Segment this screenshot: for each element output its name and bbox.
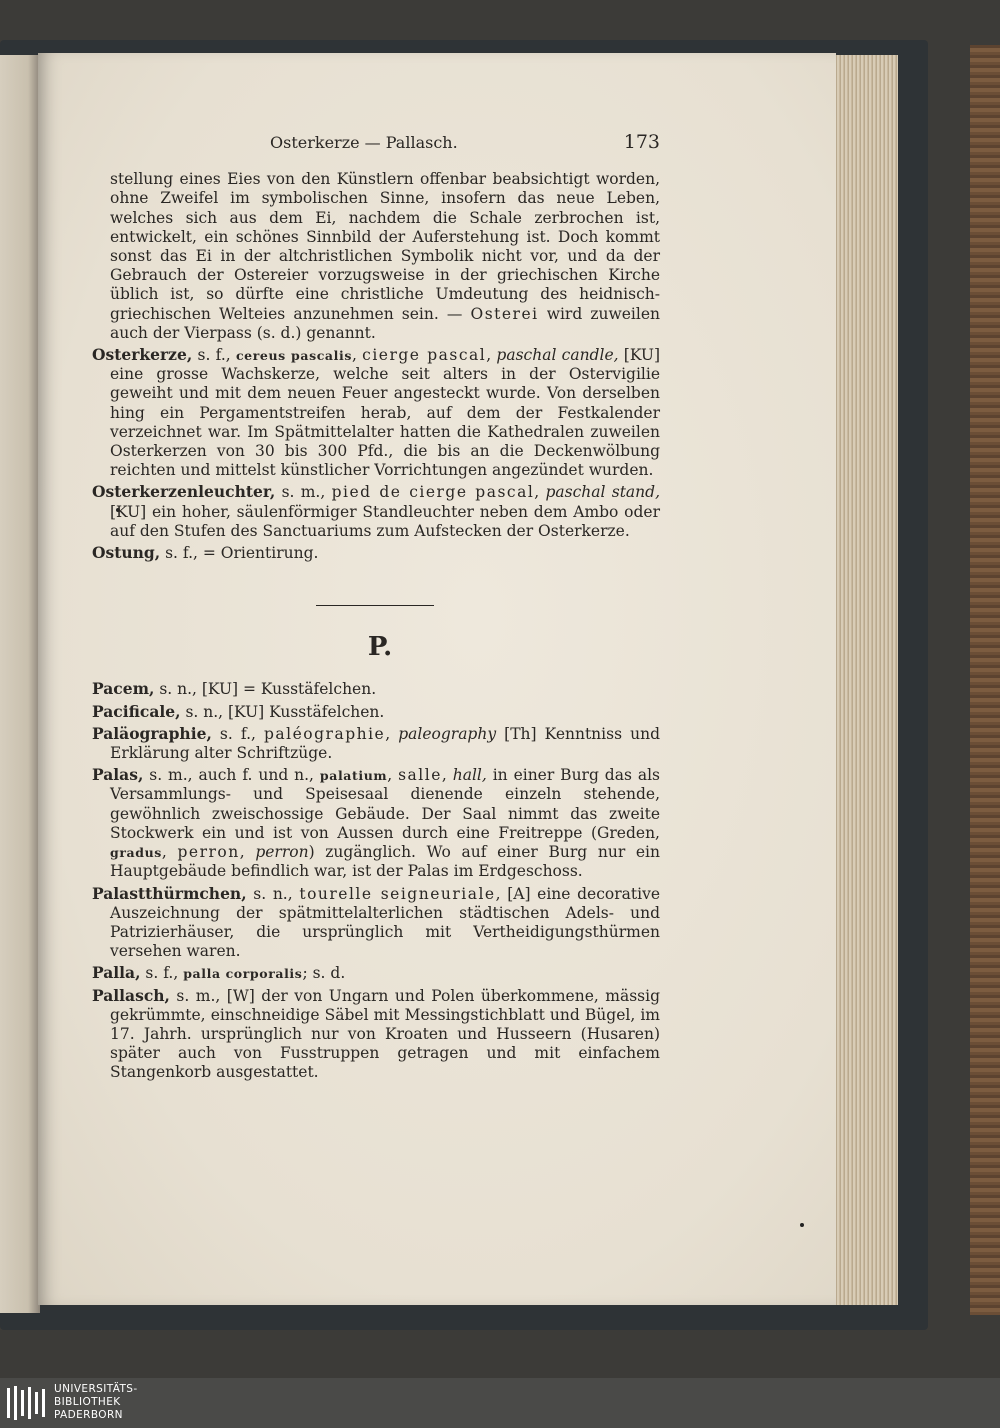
headword: Paläographie, (92, 723, 212, 743)
english-term: hall, (452, 766, 487, 785)
definition: [A] eine decorative Auszeichnung der spätmittelalterlichen städtischen Adels- und Patrizierhäuser, die ursprünglich mit Vertheidigungsthürmen versehen waren. (110, 884, 661, 961)
grammar: s. f., (140, 964, 184, 983)
separator: ; (302, 964, 313, 983)
library-footer (0, 1378, 1000, 1428)
definition: [KU] ein hoher, säulenförmiger Standleuchter neben dem Ambo oder auf den Stufen des Sanctuariums zum Aufstecken der Osterkerze. (110, 502, 660, 540)
separator: , (239, 843, 256, 862)
left-page-edge (0, 55, 40, 1313)
definition: ) zugänglich. Wo auf einer Burg nur ein Hauptgebäude befindlich war, ist der Palas im Erdgeschoss. (110, 843, 660, 881)
entry-osterkerzenleuchter (92, 482, 660, 541)
definition: s. d. (312, 964, 346, 983)
page-number: 173 (623, 131, 660, 153)
page-mark (800, 1223, 804, 1227)
headword: Pacem, (92, 679, 155, 699)
grammar: s. n., (246, 884, 300, 903)
definition: s. n., [KU] = Kusstäfelchen. (154, 680, 377, 699)
separator: , (385, 724, 399, 743)
separator: , (387, 766, 399, 785)
entry-palastthuermchen (92, 884, 660, 962)
library-logo-icon (6, 1384, 46, 1422)
running-header (92, 133, 660, 152)
entry-pacificale (92, 702, 660, 722)
entry-ostung (92, 543, 660, 563)
french-term: salle (398, 766, 442, 785)
intro-text: stellung eines Eies von den Künstlern offenbar beabsichtigt worden, ohne Zweifel im symbolischen Sinne, insofern das neue Leben, welches sich aus dem Ei, nachdem die Schale zerbrochen ist, entwickelt, ein schönes Sinnbild der Auferstehung ist. Doch kommt sonst das Ei in der altchristlichen Symbolik nicht vor, und da der Gebrauch der Ostereier vorzugsweise in der griechischen Kirche üblich ist, so dürfte eine christliche Umdeutung des heidnisch-griechischen Welteies anzunehmen sein. — (110, 170, 660, 323)
separator: , (486, 346, 497, 365)
headword: Palla, (92, 963, 141, 983)
entry-palaeographie (92, 724, 660, 763)
english-term: paleography (398, 724, 497, 743)
latin-term: palla corporalis (183, 966, 303, 982)
grammar: s. m., auch f. und n., (143, 766, 320, 785)
grammar: s. m., (275, 483, 332, 502)
grammar: s. f., (192, 346, 236, 365)
definition: s. f., = Orientirung. (160, 544, 319, 563)
definition: [KU] eine grosse Wachskerze, welche seit alters in der Ostervigilie geweiht und mit dem neuen Feuer angesteckt wurde. Von derselben hing ein Pergamentstreifen herab, auf dem der Festkalender verzeichnet war. Im Spätmittelalter hatten die Kathedralen zuweilen Osterkerzen von 30 bis 300 Pfd., die bis an die Deckenwölbung reichten und mittelst künstlicher Vorrichtungen angezündet wurden. (110, 346, 660, 480)
french-term: perron (177, 843, 240, 862)
section-divider (316, 605, 434, 606)
intro-paragraph (92, 170, 660, 343)
headword: Osterkerze, (92, 345, 193, 365)
definition: s. m., [W] der von Ungarn und Polen überkommene, mässig gekrümmte, einschneidige Säbel mit Messingstichblatt und Bügel, im 17. Jahrh. ursprünglich nur von Kroaten und Husseern (Husaren) später auch von Fusstruppen getragen und mit einfachem Stangenkorb ausgestattet. (110, 986, 660, 1082)
definition: in einer Burg das als Versammlungs- und Speisesaal dienende einzeln stehende, gewöhnlich zweischossige Gebäude. Der Saal nimmt das zweite Stockwerk ein und ist von Aussen durch eine Freitreppe (Greden, (110, 766, 660, 842)
library-name (54, 1383, 138, 1422)
section-letter: P. (367, 632, 393, 663)
entry-palas (92, 765, 660, 881)
entry-pacem (92, 679, 660, 699)
english-term: paschal candle, (496, 346, 619, 365)
latin-term: gradus (110, 845, 162, 861)
intro-spaced-term: Osterei (470, 304, 539, 323)
french-term: cierge pascal (362, 346, 487, 365)
latin-term: palatium (319, 768, 388, 784)
library-name-line2: BIBLIOTHEK (54, 1396, 121, 1408)
headword: Palas, (92, 765, 144, 785)
separator: , (161, 843, 178, 862)
headword: Osterkerzenleuchter, (92, 482, 276, 502)
separator: , (441, 766, 453, 785)
grammar: s. f., (211, 724, 264, 743)
entry-palla (92, 963, 660, 983)
page-edges (828, 55, 898, 1305)
headword: Ostung, (92, 543, 161, 563)
cover-edge (970, 45, 1000, 1315)
french-term: pied de cierge pascal (331, 483, 535, 502)
definition: [Th] Kenntniss und Erklärung alter Schriftzüge. (110, 724, 660, 763)
separator: , (495, 884, 508, 903)
page-content (92, 133, 660, 1085)
definition: s. n., [KU] Kusstäfelchen. (180, 702, 385, 721)
separator: , (351, 346, 363, 365)
headword: Pallasch, (92, 985, 170, 1005)
english-term: paschal stand, (545, 483, 660, 502)
latin-term: cereus pascalis (235, 348, 352, 364)
intro-tail: wird zuweilen auch der Vierpass (s. d.) genannt. (110, 304, 660, 342)
headword: Palastthürmchen, (92, 883, 247, 903)
library-name-line3: PADERBORN (54, 1409, 123, 1421)
library-name-line1: UNIVERSITÄTS- (54, 1383, 138, 1395)
running-title: Osterkerze — Pallasch. (270, 133, 458, 152)
separator: , (534, 483, 546, 502)
headword: Pacificale, (92, 701, 181, 721)
english-term: perron (255, 843, 309, 862)
entry-osterkerze (92, 345, 660, 480)
french-term: tourelle seigneuriale (299, 884, 496, 903)
french-term: paléographie (264, 724, 386, 743)
entry-pallasch (92, 986, 660, 1083)
